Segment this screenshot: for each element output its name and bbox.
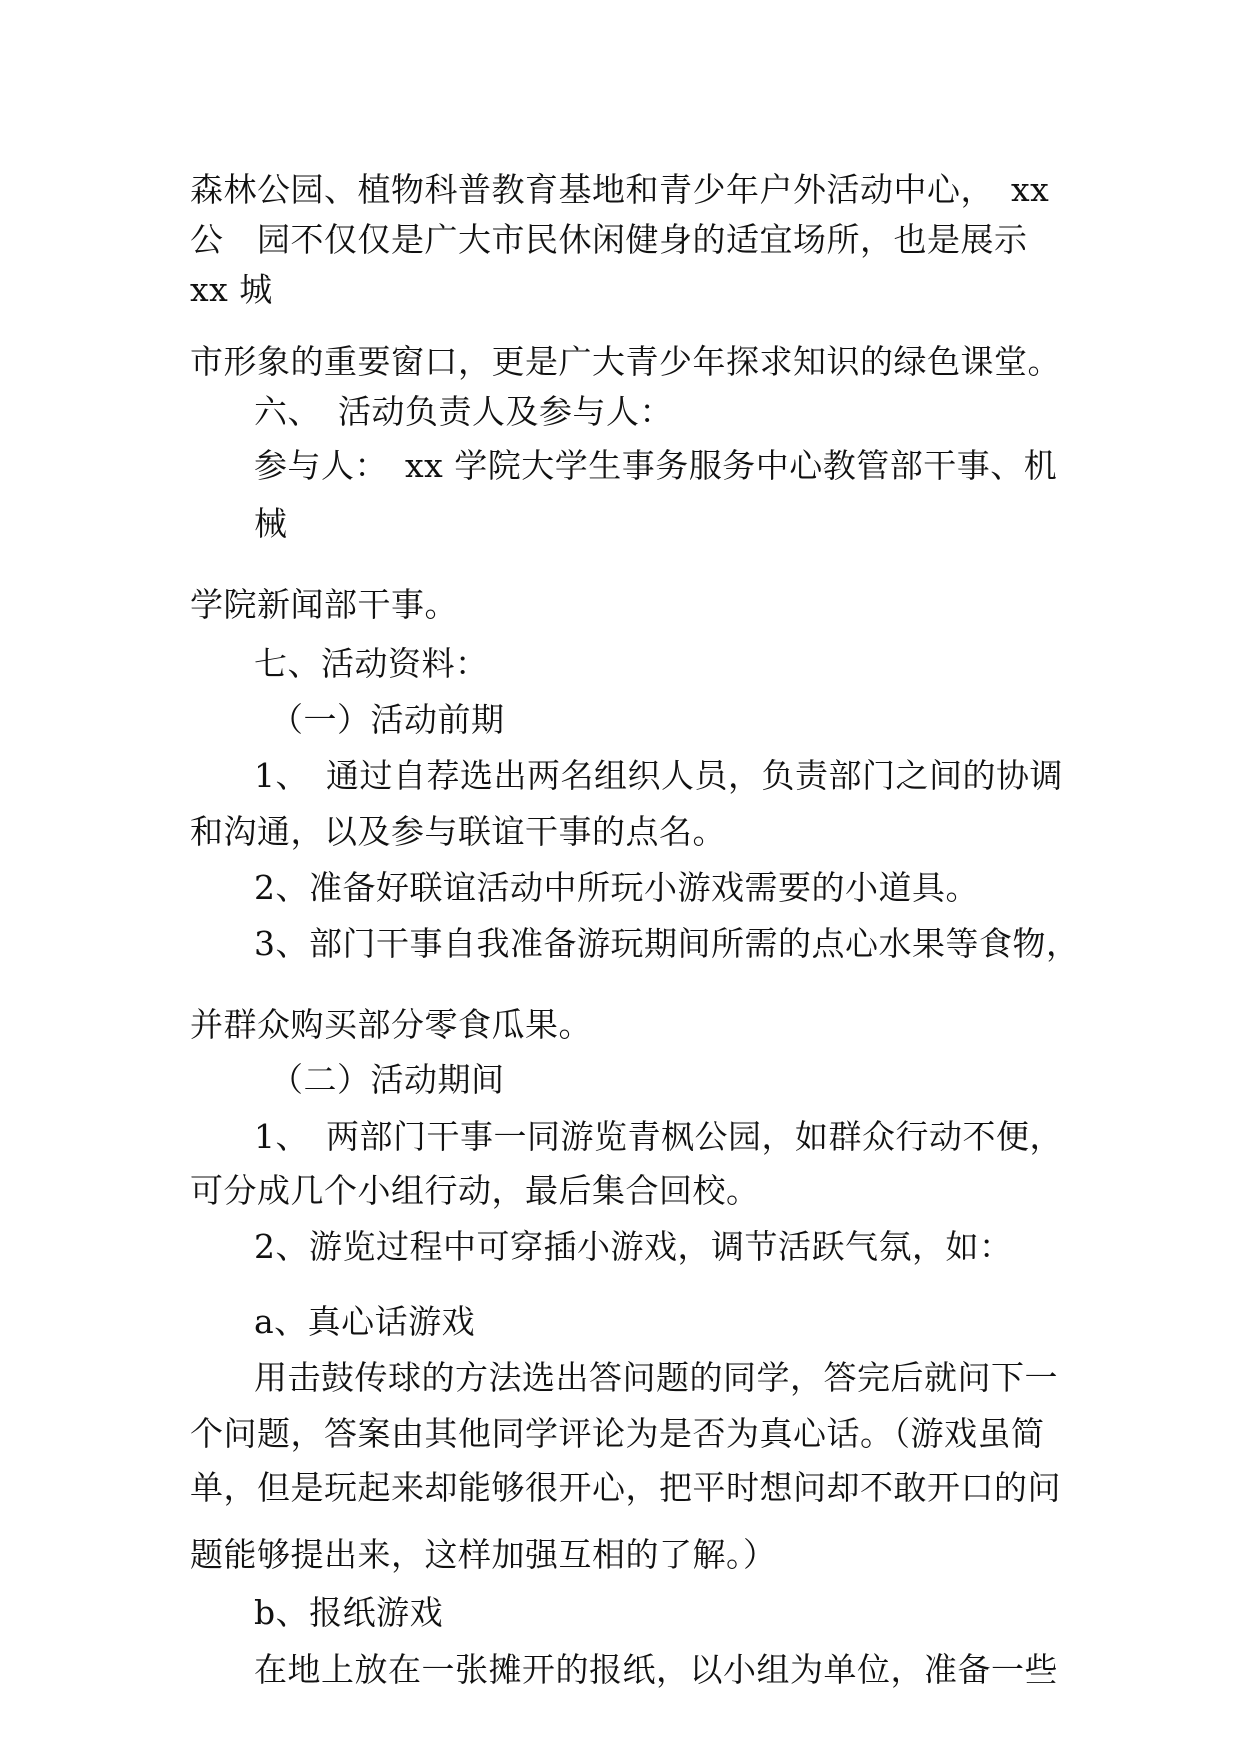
paragraph-line: 并群众购买部分零食瓜果。: [190, 1005, 592, 1044]
paragraph-line: 和沟通，以及参与联谊干事的点名。: [190, 812, 726, 851]
list-item: 2、游览过程中可穿插小游戏，调节活跃气氛，如：: [254, 1227, 1013, 1266]
paragraph-line: 公 园不仅仅是广大市民休闲健身的适宜场所，也是展示: [190, 220, 1028, 259]
paragraph-line: xx 城: [190, 270, 273, 309]
paragraph-line: 个问题，答案由其他同学评论为是否为真心话。（游戏虽简: [190, 1414, 1045, 1453]
paragraph-line: 参与人： xx 学院大学生事务服务中心教管部干事、机: [254, 446, 1058, 485]
paragraph-line: 械: [254, 504, 288, 543]
paragraph-line: 在地上放在一张摊开的报纸，以小组为单位，准备一些: [254, 1650, 1058, 1689]
subsection-heading: （一）活动前期: [270, 700, 505, 739]
list-item: 3、部门干事自我准备游玩期间所需的点心水果等食物，: [254, 924, 1080, 963]
paragraph-line: 市形象的重要窗口，更是广大青少年探求知识的绿色课堂。: [190, 342, 1061, 381]
paragraph-line: 可分成几个小组行动，最后集合回校。: [190, 1171, 760, 1210]
section-heading: 六、 活动负责人及参与人：: [254, 392, 673, 431]
list-item: 1、 两部门干事一同游览青枫公园，如群众行动不便，: [254, 1117, 1063, 1156]
game-heading: b、报纸游戏: [254, 1593, 444, 1632]
list-item: 2、准备好联谊活动中所玩小游戏需要的小道具。: [254, 868, 979, 907]
section-heading: 七、活动资料：: [254, 644, 489, 683]
paragraph-line: 学院新闻部干事。: [190, 585, 458, 624]
list-item: 1、 通过自荐选出两名组织人员，负责部门之间的协调: [254, 756, 1063, 795]
paragraph-line: 单，但是玩起来却能够很开心，把平时想问却不敢开口的问: [190, 1468, 1061, 1507]
paragraph-line: 用击鼓传球的方法选出答问题的同学，答完后就问下一: [254, 1358, 1058, 1397]
paragraph-line: 题能够提出来，这样加强互相的了解。）: [190, 1535, 777, 1574]
subsection-heading: （二）活动期间: [270, 1060, 505, 1099]
paragraph-line: 森林公园、植物科普教育基地和青少年户外活动中心， xx: [190, 170, 1050, 209]
game-heading: a、真心话游戏: [254, 1302, 476, 1341]
